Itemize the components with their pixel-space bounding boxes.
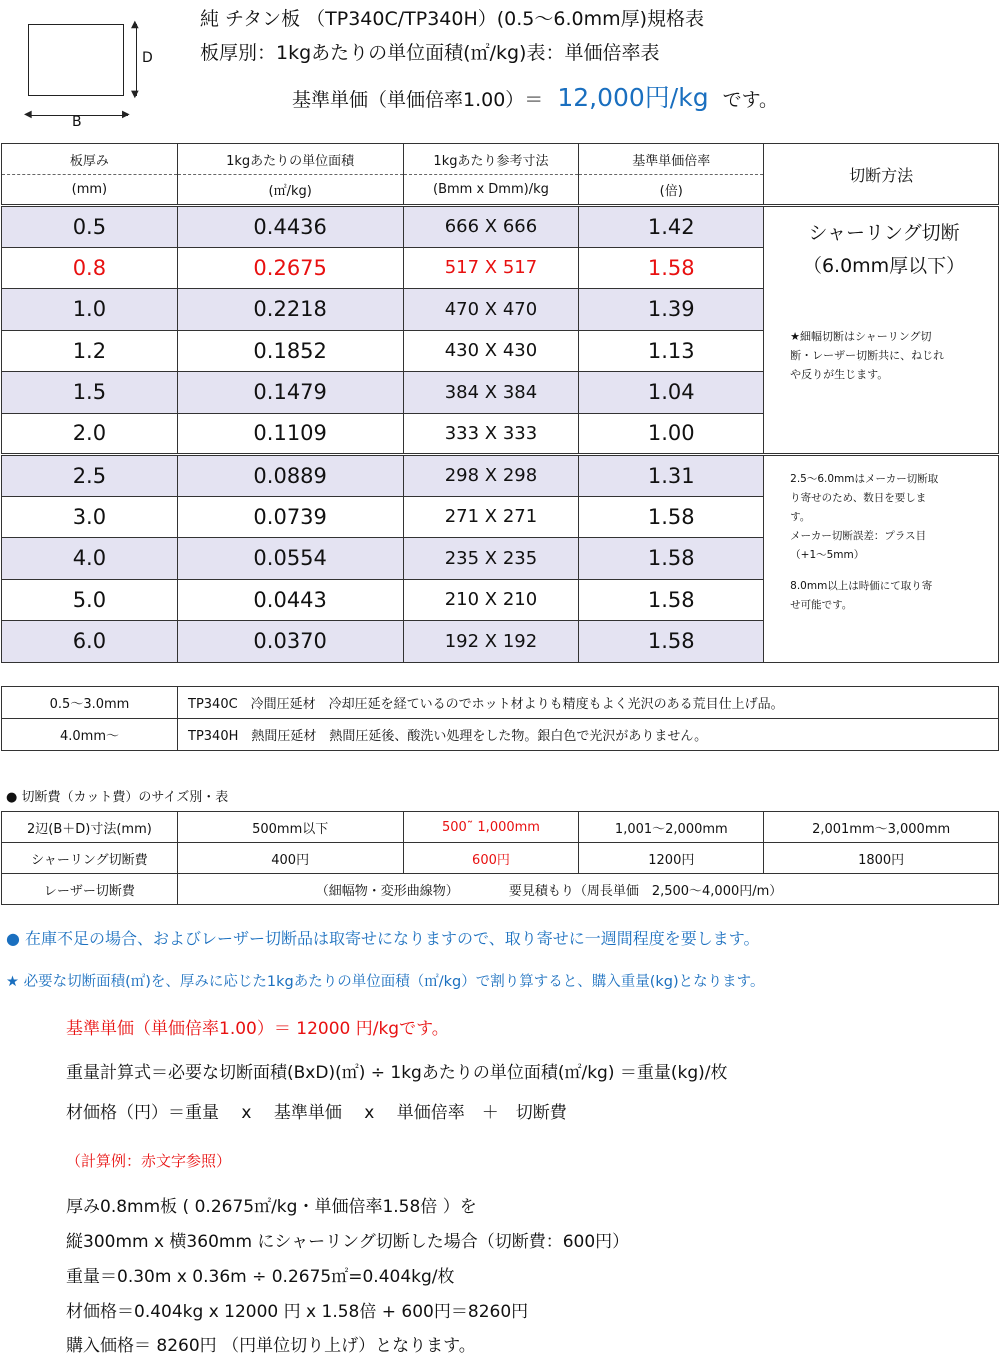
example-line: 購入価格＝ 8260円 （円単位切り上げ）となります。 <box>66 1336 476 1356</box>
note-line: り寄せのため、数日を要しま <box>790 492 927 504</box>
cell-area: 0.2218 <box>177 289 403 331</box>
note-line: せ可能です。 <box>790 599 853 611</box>
cell-area: 0.1852 <box>177 330 403 372</box>
header-rate-unit: (倍) <box>579 175 764 206</box>
cut-note-shearing <box>764 206 999 455</box>
cell-area: 0.2675 <box>177 247 403 289</box>
cell-thickness: 5.0 <box>2 579 178 621</box>
cell-label: レーザー切断費 <box>2 874 178 905</box>
cell-rate: 1.04 <box>579 372 764 414</box>
stock-note: ● 在庫不足の場合、およびレーザー切断品は取寄せになりますので、取り寄せに一週間程度を要します。 <box>6 929 760 948</box>
cell-dim: 470 X 470 <box>403 289 579 331</box>
example-line: 重量＝0.30m x 0.36m ÷ 0.2675㎡=0.404kg/枚 <box>66 1267 455 1287</box>
cell-dim: 430 X 430 <box>403 330 579 372</box>
cell-rate: 1.58 <box>579 496 764 538</box>
cell-rate: 1.13 <box>579 330 764 372</box>
material-desc: TP340H 熱間圧延材 熱間圧延後、酸洗い処理をした物。銀白色で光沢がありません。 <box>178 719 999 751</box>
page-subtitle: 板厚別：1kgあたりの単位面積(㎡/kg)表：単価倍率表 <box>200 42 660 64</box>
table-row <box>2 455 999 497</box>
cell-fee: 400円 <box>177 843 403 874</box>
base-price-prefix: 基準単価（単価倍率1.00）＝ <box>292 89 544 111</box>
cell-label: 2辺(B＋D)寸法(mm) <box>2 812 178 843</box>
cell-dim: 298 X 298 <box>403 455 579 497</box>
example-line: 厚み0.8mm板 ( 0.2675㎡/kg・単価倍率1.58倍 ）を <box>66 1197 477 1217</box>
note-line: （+1～5mm） <box>790 549 865 561</box>
note-line: ★細幅切断はシャーリング切 <box>790 330 932 343</box>
arrow-left-icon: ◀ <box>24 109 32 120</box>
cell-dim: 271 X 271 <box>403 496 579 538</box>
width-label: B <box>72 114 82 130</box>
height-label: D <box>142 50 153 66</box>
cell-fee: 600円 <box>403 843 579 874</box>
cell-area: 0.1109 <box>177 413 403 455</box>
note-line: 断・レーザー切断共に、ねじれ <box>790 349 945 362</box>
cell-area: 0.0370 <box>177 621 403 663</box>
material-table <box>1 686 999 751</box>
cell-area: 0.0554 <box>177 538 403 580</box>
material-desc: TP340C 冷間圧延材 冷却圧延を経ているのでホット材よりも精度もよく光沢のある荒目仕上げ品。 <box>178 687 999 719</box>
cell-size: 1,001～2,000mm <box>579 812 764 843</box>
header-cut: 切断方法 <box>764 144 999 206</box>
formula-weight: 重量計算式＝必要な切断面積(BxD)(㎡) ÷ 1kgあたりの単位面積(㎡/kg) ＝重量(kg)/枚 <box>66 1063 728 1083</box>
note-line: 2.5～6.0mmはメーカー切断取 <box>790 473 939 485</box>
cell-dim: 333 X 333 <box>403 413 579 455</box>
example-title: （計算例：赤文字参照） <box>66 1152 232 1170</box>
cell-size: 2,001mm～3,000mm <box>764 812 999 843</box>
laser-price: 要見積もり（周長単価 2,500～4,000円/m） <box>508 883 783 899</box>
calc-hint: ★ 必要な切断面積(㎡)を、厚みに応じた1kgあたりの単位面積（㎡/kg）で割り算すると、購入重量(kg)となります。 <box>6 974 765 990</box>
table-row <box>2 812 999 843</box>
note-line: メーカー切断誤差：プラス目 <box>790 530 927 542</box>
cell-size: 500˜ 1,000mm <box>403 812 579 843</box>
cell-rate: 1.00 <box>579 413 764 455</box>
header-area: 1kgあたりの単位面積 <box>177 144 403 175</box>
cell-area: 0.0443 <box>177 579 403 621</box>
height-arrow <box>136 24 137 96</box>
spec-table <box>1 143 999 663</box>
cell-thickness: 6.0 <box>2 621 178 663</box>
arrow-up-icon: ▲ <box>131 19 139 30</box>
table-row <box>2 874 999 905</box>
header-area-unit: (㎡/kg) <box>177 175 403 206</box>
cell-dim: 666 X 666 <box>403 206 579 248</box>
header-thickness-unit: (mm) <box>2 175 178 206</box>
base-price-line <box>292 78 778 114</box>
cell-rate: 1.31 <box>579 455 764 497</box>
plate-diagram <box>28 24 124 96</box>
header-dim: 1kgあたり参考寸法 <box>403 144 579 175</box>
cell-dim: 384 X 384 <box>403 372 579 414</box>
table-row <box>2 843 999 874</box>
cell-fee: 1800円 <box>764 843 999 874</box>
table-row <box>2 206 999 248</box>
cell-thickness: 1.0 <box>2 289 178 331</box>
cell-thickness: 1.5 <box>2 372 178 414</box>
example-line: 縦300mm x 横360mm にシャーリング切断した場合（切断費：600円） <box>66 1232 630 1252</box>
cell-label: シャーリング切断費 <box>2 843 178 874</box>
material-range: 0.5～3.0mm <box>2 687 178 719</box>
formula-base: 基準単価（単価倍率1.00）＝ 12000 円/kgです。 <box>66 1019 449 1039</box>
cell-thickness: 2.5 <box>2 455 178 497</box>
cell-area: 0.0739 <box>177 496 403 538</box>
cell-area: 0.1479 <box>177 372 403 414</box>
cell-rate: 1.58 <box>579 621 764 663</box>
cell-size: 500mm以下 <box>177 812 403 843</box>
cell-rate: 1.58 <box>579 247 764 289</box>
cut-method-limit: （6.0mm厚以下） <box>802 255 966 277</box>
note-line: す。 <box>790 511 811 523</box>
table-row <box>2 719 999 751</box>
cell-area: 0.4436 <box>177 206 403 248</box>
cell-thickness: 0.8 <box>2 247 178 289</box>
cell-dim: 210 X 210 <box>403 579 579 621</box>
laser-note: （細幅物・変形曲線物） <box>315 883 459 899</box>
material-range: 4.0mm～ <box>2 719 178 751</box>
cell-rate: 1.58 <box>579 538 764 580</box>
cell-laser-fee <box>177 874 998 905</box>
header-thickness: 板厚み <box>2 144 178 175</box>
cell-thickness: 4.0 <box>2 538 178 580</box>
cell-thickness: 1.2 <box>2 330 178 372</box>
cut-note-maker <box>764 455 999 663</box>
arrow-right-icon: ▶ <box>122 109 130 120</box>
formula-price: 材価格（円）＝重量 x 基準単価 x 単価倍率 ＋ 切断費 <box>66 1103 567 1123</box>
cell-rate: 1.42 <box>579 206 764 248</box>
cell-rate: 1.58 <box>579 579 764 621</box>
cell-dim: 517 X 517 <box>403 247 579 289</box>
cell-fee: 1200円 <box>579 843 764 874</box>
note-line: や反りが生じます。 <box>790 368 889 381</box>
header-dim-unit: (Bmm x Dmm)/kg <box>403 175 579 206</box>
header-rate: 基準単価倍率 <box>579 144 764 175</box>
cell-thickness: 3.0 <box>2 496 178 538</box>
example-line: 材価格＝0.404kg x 12000 円 x 1.58倍 + 600円＝8260円 <box>66 1302 529 1322</box>
cell-rate: 1.39 <box>579 289 764 331</box>
table-row <box>2 687 999 719</box>
page-title: 純 チタン板 （TP340C/TP340H）(0.5～6.0mm厚)規格表 <box>200 8 705 30</box>
cell-thickness: 2.0 <box>2 413 178 455</box>
cut-fee-title: ● 切断費（カット費）のサイズ別・表 <box>6 790 229 805</box>
cut-fee-table <box>1 811 999 905</box>
cell-dim: 192 X 192 <box>403 621 579 663</box>
cut-method-title: シャーリング切断 <box>808 222 960 244</box>
base-price-value: 12,000円/kg <box>557 83 709 112</box>
cell-area: 0.0889 <box>177 455 403 497</box>
cell-thickness: 0.5 <box>2 206 178 248</box>
base-price-suffix: です。 <box>722 89 779 111</box>
note-line: 8.0mm以上は時価にて取り寄 <box>790 580 933 592</box>
cell-dim: 235 X 235 <box>403 538 579 580</box>
arrow-down-icon: ▼ <box>131 89 139 100</box>
